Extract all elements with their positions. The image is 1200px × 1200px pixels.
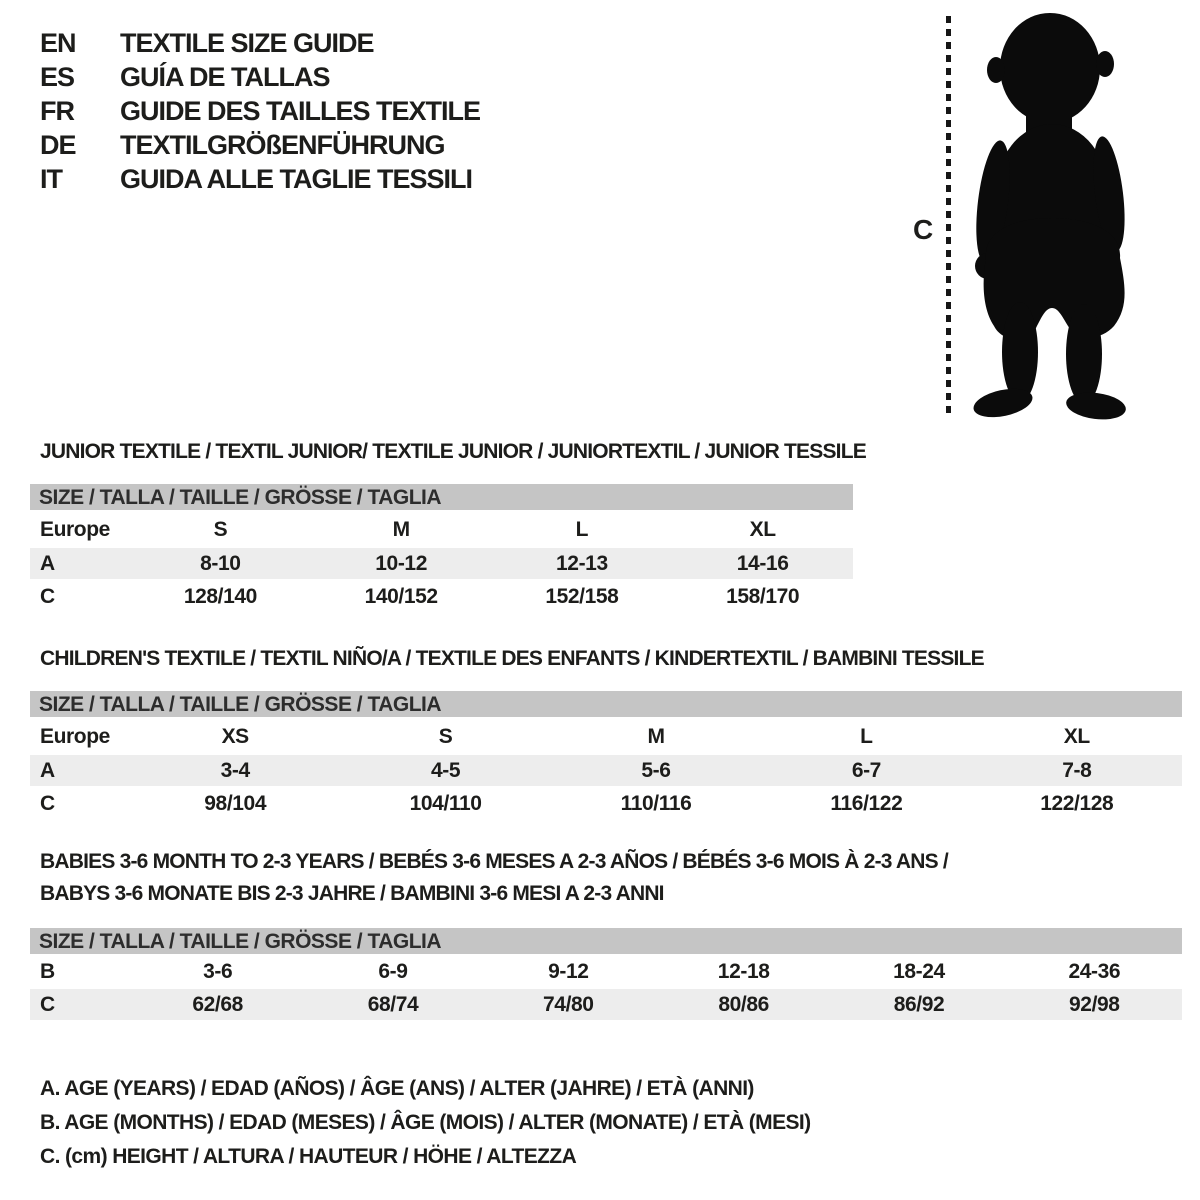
section-title: BABYS 3-6 MONATE BIS 2-3 JAHRE / BAMBINI 3-6 MESI A 2-3 ANNI <box>40 882 664 905</box>
table-cell: 24-36 <box>1068 959 1121 983</box>
table-cell: 14-16 <box>736 551 789 575</box>
table-cell: 116/122 <box>830 791 903 815</box>
table-cell: 128/140 <box>183 584 257 608</box>
section-childrens-textile <box>30 643 1182 819</box>
section-title: BABIES 3-6 MONTH TO 2-3 YEARS / BEBÉS 3-6 MESES A 2-3 AÑOS / BÉBÉS 3-6 MOIS À 2-3 ANS / <box>40 850 948 873</box>
table-cell: 8-10 <box>200 551 241 575</box>
table-cell: 104/110 <box>409 791 482 815</box>
table-cell: 110/116 <box>620 791 692 815</box>
table-cell: 74/80 <box>543 992 594 1016</box>
table-cell: 62/68 <box>192 992 243 1016</box>
column-header: L <box>860 724 873 748</box>
table-cell: 122/128 <box>1040 791 1114 815</box>
column-header: XL <box>1063 724 1090 748</box>
table-cell: 9-12 <box>548 959 589 983</box>
section-babies <box>30 846 1182 1020</box>
footnote: A. AGE (YEARS) / EDAD (AÑOS) / ÂGE (ANS) / ALTER (JAHRE) / ETÀ (ANNI) <box>40 1077 754 1100</box>
language-code: DE <box>40 129 76 160</box>
language-row <box>40 128 480 162</box>
size-table <box>30 956 1182 1020</box>
table-cell: 7-8 <box>1062 758 1092 782</box>
table-cell: 68/74 <box>367 992 419 1016</box>
table-row <box>30 581 853 612</box>
size-header-bar: SIZE / TALLA / TAILLE / GRÖSSE / TAGLIA <box>30 484 853 510</box>
footnote-list <box>40 1072 811 1174</box>
table-cell: 4-5 <box>431 758 461 782</box>
table-cell: 12-18 <box>717 959 770 983</box>
table-row <box>30 989 1182 1020</box>
column-header: XS <box>221 724 249 748</box>
column-header: M <box>647 724 665 748</box>
column-header: L <box>575 517 589 541</box>
language-row <box>40 60 480 94</box>
language-row <box>40 94 480 128</box>
table-cell: 152/158 <box>545 584 619 608</box>
column-header: Europe <box>40 724 110 748</box>
table-cell: 140/152 <box>364 584 438 608</box>
column-header: XL <box>749 517 776 541</box>
table-cell: 158/170 <box>726 584 800 608</box>
size-header-bar: SIZE / TALLA / TAILLE / GRÖSSE / TAGLIA <box>30 691 1182 717</box>
language-row <box>40 162 480 196</box>
language-code: FR <box>40 95 74 126</box>
toddler-silhouette-icon <box>956 6 1148 420</box>
row-label: A <box>40 758 55 782</box>
table-cell: 3-4 <box>220 758 250 782</box>
row-label: B <box>40 959 55 983</box>
language-code: IT <box>40 163 62 194</box>
language-title: GUIDA ALLE TAGLIE TESSILI <box>120 163 472 194</box>
language-title: TEXTILE SIZE GUIDE <box>120 27 374 58</box>
section-junior-textile <box>30 436 866 612</box>
table-cell: 86/92 <box>893 992 945 1016</box>
table-row <box>30 755 1182 786</box>
table-cell: 6-9 <box>378 959 408 983</box>
table-cell: 5-6 <box>641 758 671 782</box>
table-cell: 12-13 <box>556 551 608 575</box>
row-label: A <box>40 551 55 575</box>
table-header-row <box>30 513 853 546</box>
size-table <box>30 513 853 612</box>
column-header: S <box>438 724 453 748</box>
language-row <box>40 26 480 60</box>
row-label: C <box>40 791 55 815</box>
language-code: ES <box>40 61 75 92</box>
table-cell: 10-12 <box>375 551 427 575</box>
height-measure-label: C <box>913 214 934 245</box>
table-row <box>30 788 1182 819</box>
table-cell: 92/98 <box>1069 992 1120 1016</box>
table-row <box>30 548 853 579</box>
table-cell: 6-7 <box>851 758 881 782</box>
language-title: GUIDE DES TAILLES TEXTILE <box>120 95 481 126</box>
footnote: B. AGE (MONTHS) / EDAD (MESES) / ÂGE (MOIS) / ALTER (MONATE) / ETÀ (MESI) <box>40 1111 811 1134</box>
language-title: GUÍA DE TALLAS <box>120 61 330 92</box>
column-header: S <box>213 517 228 541</box>
table-cell: 80/86 <box>718 992 769 1016</box>
row-label: C <box>40 992 55 1016</box>
size-table <box>30 720 1182 819</box>
table-cell: 98/104 <box>204 791 267 815</box>
row-label: C <box>40 584 55 608</box>
column-header: Europe <box>40 517 110 541</box>
table-cell: 3-6 <box>203 959 233 983</box>
section-title: CHILDREN'S TEXTILE / TEXTIL NIÑO/A / TEXTILE DES ENFANTS / KINDERTEXTIL / BAMBINI TESSILE <box>40 647 984 670</box>
table-row <box>30 956 1182 987</box>
size-header-bar: SIZE / TALLA / TAILLE / GRÖSSE / TAGLIA <box>30 928 1182 954</box>
column-header: M <box>392 517 410 541</box>
table-cell: 18-24 <box>893 959 945 983</box>
footnote: C. (cm) HEIGHT / ALTURA / HAUTEUR / HÖHE / ALTEZZA <box>40 1145 577 1168</box>
language-title-list <box>40 26 480 196</box>
section-title: JUNIOR TEXTILE / TEXTIL JUNIOR/ TEXTILE JUNIOR / JUNIORTEXTIL / JUNIOR TESSILE <box>40 440 866 463</box>
table-header-row <box>30 720 1182 753</box>
height-measure-dashed-line <box>946 16 951 416</box>
language-code: EN <box>40 27 76 58</box>
language-title: TEXTILGRÖßENFÜHRUNG <box>120 129 445 160</box>
